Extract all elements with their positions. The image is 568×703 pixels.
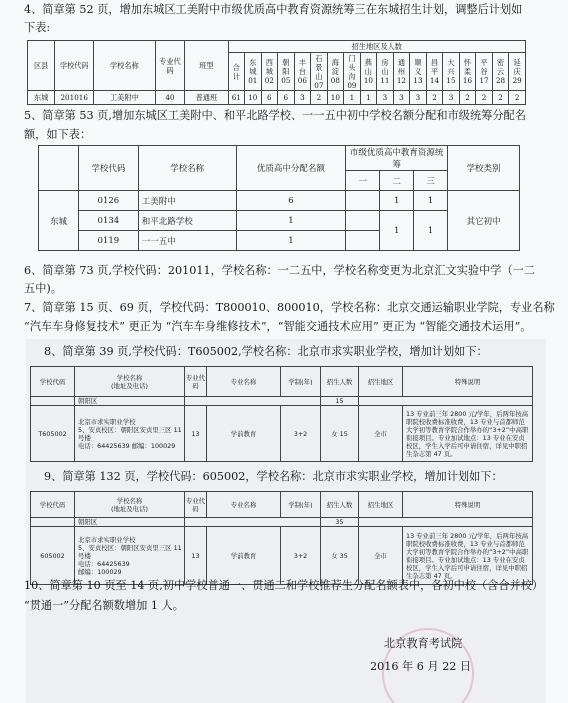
region-column-header xyxy=(393,53,410,91)
row-enroll-count: 女 15 xyxy=(321,406,359,462)
region-column-label: 丰台 xyxy=(298,58,306,76)
row-code: 0119 xyxy=(78,231,138,251)
row-major-name: 学前教育 xyxy=(207,527,281,585)
header-school-name: 学校名称 (地址及电话) xyxy=(75,367,185,397)
region-count-cell: 1 xyxy=(344,91,361,105)
region-column-header xyxy=(459,53,476,91)
region-count-cell: 3 xyxy=(410,91,427,105)
region-column-label: 东城 xyxy=(249,58,257,76)
region-count-cell: 61 xyxy=(228,91,245,105)
header-enroll-count: 招生人数 xyxy=(321,367,359,397)
region-column-header xyxy=(228,53,245,91)
row-tier-one xyxy=(346,211,380,231)
region-column-code: 07 xyxy=(314,80,324,90)
row-enroll-area: 全市 xyxy=(359,527,403,585)
region-column-header xyxy=(278,53,295,91)
region-column-label: 大兴 xyxy=(447,58,455,76)
row-tier-one xyxy=(346,231,380,251)
header-enroll-area: 招生地区 xyxy=(359,492,403,518)
region-column-code: 11 xyxy=(380,76,390,85)
region-column-label: 顺义 xyxy=(414,58,422,76)
header-enroll-count: 招生人数 xyxy=(321,492,359,518)
row-name: 和平北路学校 xyxy=(138,211,236,231)
region-column-label: 门头沟 xyxy=(348,53,356,81)
paragraph-7-line-1: 7、简章第 15 页、69 页，学校代码：T800010、800010，学校名称：北京交通运输职业学院，专业名称 xyxy=(24,301,555,314)
header-class-type: 班型 xyxy=(185,41,228,91)
paragraph-10-line-1: 10、简章第 10 页至 14 页,初中学校普通一、贯通二和学校推荐生分配名额表中，各初中校（含合并校） xyxy=(24,579,544,592)
region-column-code: 12 xyxy=(396,76,407,85)
paragraph-5-line-1: 5、简章第 53 页,增加东城区工美附中、和平北路学校、一一五中初中学校名额分配和市级统筹分配名 xyxy=(24,109,526,122)
header-major-code: 专业代码 xyxy=(185,367,207,397)
row-years: 3+2 xyxy=(281,406,321,462)
header-city-coordination: 市级优质高中教育资源统筹 xyxy=(346,146,448,171)
header-quality-quota: 优质高中分配名额 xyxy=(236,146,346,191)
row-special-note: 13 专业前三年 2800 元/学年，后两年按高职院校收费标准收费，13 专业与首都师范大学初等教育学院合作举办的“3+2”中高职衔接项目。专业加试地点：13 专业在安贞校区，学生入学后可申请住宿，详见中职招生杂志第 47 页。 xyxy=(403,527,533,585)
row-tier-three: 1 xyxy=(414,191,448,211)
region-column-code: 13 xyxy=(413,76,423,85)
row-special-note: 13 专业前三年 2800 元/学年，后两年按高职院校收费标准收费，13 专业与首都师范大学初等教育学院合作举办的“3+2”中高职衔接项目。专业加试地点：13 专业在安贞校区，学生入学后可申请住宿，详见中职招生杂志第 47 页。 xyxy=(403,406,533,462)
region-column-header xyxy=(492,53,509,91)
region-count-cell: 2 xyxy=(426,91,443,105)
region-column-header xyxy=(294,53,311,91)
region-count-cell: 3 xyxy=(377,91,394,105)
school-type-cell: 其它初中 xyxy=(448,191,520,251)
header-major-name: 专业名称 xyxy=(207,492,281,518)
header-major-code: 专业代码 xyxy=(185,492,207,518)
row-school-code: 605002 xyxy=(31,527,75,585)
region-column-label: 西城 xyxy=(265,58,273,76)
row-class-type: 普通班 xyxy=(185,91,228,105)
region-column-code: 01 xyxy=(248,76,258,85)
row-code: 0134 xyxy=(78,211,138,231)
region-column-header xyxy=(410,53,427,91)
region-column-code: 17 xyxy=(479,76,489,85)
row-years: 3+2 xyxy=(281,527,321,585)
region-count-cell: 2 xyxy=(311,91,328,105)
region-column-code: 06 xyxy=(297,76,307,85)
paragraph-5-line-2: 额，如下表： xyxy=(24,128,92,141)
row-tier-one xyxy=(346,191,380,211)
header-tier-one: 一 xyxy=(346,171,380,191)
header-tier-two: 二 xyxy=(380,171,414,191)
district-name: 朝阳区 xyxy=(75,397,185,406)
region-column-header xyxy=(509,53,526,91)
region-column-label: 海淀 xyxy=(331,58,339,76)
region-column-label: 房山 xyxy=(381,58,389,76)
region-column-code: 02 xyxy=(264,76,274,85)
row-school-name: 工美附中 xyxy=(94,91,156,105)
region-column-code: 15 xyxy=(446,76,456,85)
region-column-label: 昌平 xyxy=(430,58,439,76)
region-column-header xyxy=(426,53,443,91)
region-column-code: 05 xyxy=(281,76,291,85)
row-major-name: 学前教育 xyxy=(207,406,281,462)
paragraph-10-line-2: “贯通一”分配名额数增加 1 人。 xyxy=(24,599,184,612)
region-column-header xyxy=(360,53,377,91)
region-column-label: 平谷 xyxy=(480,58,488,76)
row-quota: 1 xyxy=(236,211,346,231)
region-column-label: 怀柔 xyxy=(463,58,472,76)
region-count-cell: 2 xyxy=(509,91,526,105)
header-school-code: 学校代码 xyxy=(31,492,75,518)
vocational-plan-table-1 xyxy=(30,366,533,462)
region-column-label: 石景山 xyxy=(315,53,323,81)
region-count-cell: 10 xyxy=(245,91,262,105)
paragraph-9: 9、简章第 132 页，学校代码：605002，学校名称：北京市求实职业学校，增加计划如下： xyxy=(44,470,503,483)
header-enroll-area: 招生地区 xyxy=(359,367,403,397)
header-school-code: 学校代码 xyxy=(55,41,94,91)
district-total: 15 xyxy=(321,397,359,406)
row-name: 一一五中 xyxy=(138,231,236,251)
region-count-cell: 10 xyxy=(327,91,344,105)
region-column-header xyxy=(327,53,344,91)
region-column-code: 28 xyxy=(495,76,506,85)
paragraph-7-line-2: “汽车车身修复技术” 更正为 “汽车车身维修技术”，“智能交通技术应用” 更正为 “智能交通技术运用”。 xyxy=(24,320,532,333)
header-major-name: 专业名称 xyxy=(207,367,281,397)
header-school-name: 学校名称 xyxy=(94,41,156,91)
paragraph-6-line-2: 五中)。 xyxy=(24,282,62,295)
region-column-header xyxy=(377,53,394,91)
header-major-code: 专业代码 xyxy=(155,41,185,91)
row-enroll-area: 全市 xyxy=(359,406,403,462)
region-column-header xyxy=(476,53,493,91)
row-region: 东城 xyxy=(28,91,55,105)
region-column-code: 29 xyxy=(512,76,522,85)
region-column-label: 燕山 xyxy=(364,58,372,76)
header-region: 区县 xyxy=(28,41,55,91)
row-code: 0126 xyxy=(78,191,138,211)
header-school-code: 学校代码 xyxy=(78,146,138,191)
row-school-code: 201016 xyxy=(55,91,94,105)
region-column-header xyxy=(261,53,278,91)
row-quota: 1 xyxy=(236,231,346,251)
row-major-code: 13 xyxy=(185,527,207,585)
region-count-cell: 2 xyxy=(459,91,476,105)
row-tier-two: 1 xyxy=(380,191,414,211)
region-count-cell: 3 xyxy=(393,91,410,105)
region-column-header xyxy=(344,53,361,91)
region-column-label: 通州 xyxy=(397,58,406,76)
district-name: 朝阳区 xyxy=(75,518,185,527)
region-column-header xyxy=(311,53,328,91)
row-school-info: 北京市求实职业学校 5、安贞校区：朝阳区安贞里三区 11 号楼 电话：64425639 邮编：100029 xyxy=(75,527,185,585)
row-school-code: T605002 xyxy=(31,406,75,462)
row-tier-three: 1 xyxy=(414,211,448,251)
row-major-code: 40 xyxy=(155,91,185,105)
paragraph-4-line-1: 4、简章第 52 页，增加东城区工美附中市级优质高中教育资源统筹三在东城招生计划，调整后计划如 xyxy=(24,3,523,16)
header-tier-three: 三 xyxy=(414,171,448,191)
header-special-note: 特殊说明 xyxy=(403,492,533,518)
header-school-name: 学校名称 xyxy=(138,146,236,191)
row-tier-two: 1 xyxy=(380,211,414,251)
region-count-cell: 3 xyxy=(443,91,460,105)
region-count-cell: 2 xyxy=(492,91,509,105)
region-column-header xyxy=(443,53,460,91)
region-column-label: 朝阳 xyxy=(282,58,290,76)
region-count-cell: 6 xyxy=(278,91,295,105)
region-column-label: 密云 xyxy=(496,58,505,76)
region-column-label: 合计 xyxy=(232,62,240,81)
header-years: 学制(年) xyxy=(281,492,321,518)
region-count-cell: 2 xyxy=(476,91,493,105)
region-cell: 东城 xyxy=(39,191,79,251)
region-column-header xyxy=(245,53,262,91)
header-years: 学制(年) xyxy=(281,367,321,397)
row-name: 工美附中 xyxy=(138,191,236,211)
enrollment-plan-table xyxy=(27,40,526,105)
region-count-cell: 3 xyxy=(294,91,311,105)
paragraph-4-line-2: 下表: xyxy=(24,21,51,34)
region-column-code: 16 xyxy=(462,76,473,85)
header-special-note: 特殊说明 xyxy=(403,367,533,397)
header-school-name: 学校名称 (地址及电话) xyxy=(75,492,185,518)
header-school-code: 学校代码 xyxy=(31,367,75,397)
row-quota: 6 xyxy=(236,191,346,211)
paragraph-8: 8、简章第 39 页,学校代码：T605002,学校名称：北京市求实职业学校，增加计划如下： xyxy=(44,345,488,358)
paragraph-6-line-1: 6、简章第 73 页,学校代码：201011，学校名称：一二五中，学校名称变更为北京汇文实验中学（一二 xyxy=(24,264,536,277)
row-school-info: 北京市求实职业学校 5、安贞校区：朝阳区安贞里三区 11 号楼 电话：64425639 邮编：100029 xyxy=(75,406,185,462)
issue-date: 2016 年 6 月 22 日 xyxy=(370,660,472,673)
header-region-group: 招生地区及人数 xyxy=(228,41,525,53)
district-total: 35 xyxy=(321,518,359,527)
vocational-plan-table-2 xyxy=(30,491,533,585)
region-column-code: 14 xyxy=(429,76,440,85)
region-count-cell: 1 xyxy=(360,91,377,105)
row-major-code: 13 xyxy=(185,406,207,462)
header-school-type: 学校类别 xyxy=(448,146,520,191)
quota-allocation-table xyxy=(38,145,520,251)
issuing-organization: 北京教育考试院 xyxy=(384,637,463,650)
row-enroll-count: 女 35 xyxy=(321,527,359,585)
region-column-code: 09 xyxy=(347,80,357,90)
region-column-code: 10 xyxy=(363,76,373,85)
region-count-cell: 6 xyxy=(261,91,278,105)
region-column-label: 延庆 xyxy=(513,58,521,76)
region-column-code: 08 xyxy=(330,76,340,85)
